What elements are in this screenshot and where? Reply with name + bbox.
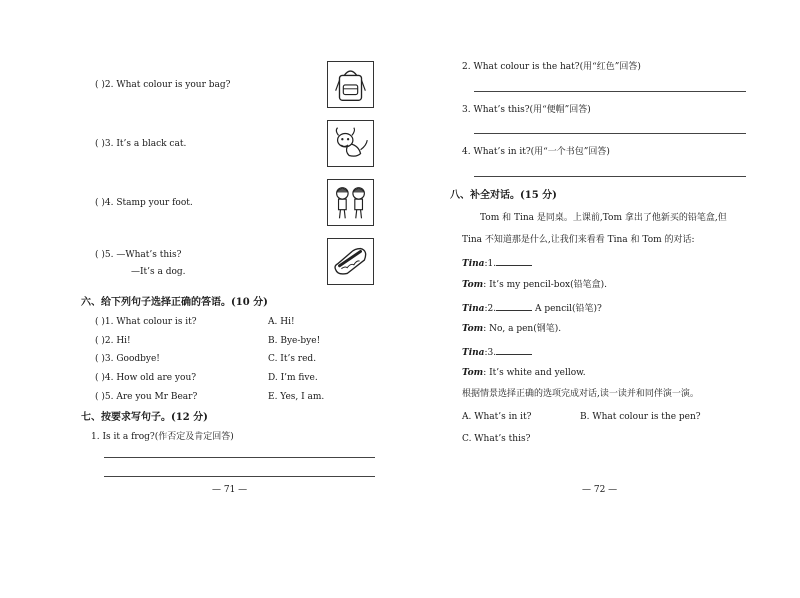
s6-question-2: ( )2. Hi! bbox=[95, 336, 131, 346]
children-picture bbox=[327, 179, 374, 226]
s6-answer-d: D. I’m five. bbox=[268, 373, 318, 383]
q5-item-4: ( )4. Stamp your foot. bbox=[95, 198, 193, 208]
s6-answer-e: E. Yes, I am. bbox=[268, 392, 325, 402]
schoolbag-picture bbox=[327, 61, 374, 108]
s6-question-3: ( )3. Goodbye! bbox=[95, 354, 160, 364]
blank-1[interactable] bbox=[496, 256, 532, 266]
page-number-71: — 71 — bbox=[212, 485, 248, 495]
answer-line[interactable] bbox=[104, 457, 375, 458]
speaker-tom: Tom bbox=[462, 368, 484, 378]
speaker-tom: Tom bbox=[462, 324, 484, 334]
q5-item-5-answer: —It’s a dog. bbox=[131, 267, 186, 277]
dialog-text: : It’s my pencil-box(铅笔盒). bbox=[483, 280, 607, 290]
option-b: B. What colour is the pen? bbox=[580, 412, 701, 422]
speaker-tina: Tina bbox=[462, 348, 485, 358]
s6-question-5: ( )5. Are you Mr Bear? bbox=[95, 392, 198, 402]
section-6-title: 六、给下列句子选择正确的答语。(10 分) bbox=[81, 297, 268, 308]
s7-question-4: 4. What’s in it?(用“一个书包”回答) bbox=[462, 147, 610, 157]
dialog-line-4 bbox=[462, 323, 561, 335]
page-number-72: — 72 — bbox=[582, 485, 618, 495]
dialog-text: :3. bbox=[484, 348, 497, 358]
s6-answer-a: A. Hi! bbox=[268, 317, 295, 327]
dialog-text: : It’s white and yellow. bbox=[483, 368, 586, 378]
dialog-line-1 bbox=[462, 256, 532, 270]
s7-question-1: 1. Is it a frog?(作否定及肯定回答) bbox=[91, 432, 234, 442]
dialog-text-after: A pencil(铅笔)? bbox=[532, 304, 602, 314]
answer-line[interactable] bbox=[104, 476, 375, 477]
dialog-line-2 bbox=[462, 279, 607, 291]
s7-question-2: 2. What colour is the hat?(用“红色”回答) bbox=[462, 62, 641, 72]
section-7-title: 七、按要求写句子。(12 分) bbox=[81, 412, 208, 423]
dialog-line-6 bbox=[462, 367, 586, 379]
s8-instruction: 根据情景选择正确的选项完成对话,读一读并和同伴演一演。 bbox=[462, 389, 699, 399]
dialog-text: :2. bbox=[484, 304, 497, 314]
dialog-text: :1. bbox=[484, 259, 497, 269]
q5-item-5: ( )5. —What’s this? bbox=[95, 250, 182, 260]
section-8-title: 八、补全对话。(15 分) bbox=[450, 190, 557, 201]
answer-line[interactable] bbox=[474, 133, 746, 134]
option-c: C. What’s this? bbox=[462, 434, 531, 444]
answer-line[interactable] bbox=[474, 176, 746, 177]
s7-question-3: 3. What’s this?(用“便帽”回答) bbox=[462, 105, 591, 115]
dialog-line-3 bbox=[462, 301, 602, 315]
speaker-tina: Tina bbox=[462, 259, 485, 269]
s6-answer-b: B. Bye-bye! bbox=[268, 336, 321, 346]
speaker-tina: Tina bbox=[462, 304, 485, 314]
dog-picture bbox=[327, 120, 374, 167]
s6-answer-c: C. It’s red. bbox=[268, 354, 317, 364]
option-a: A. What’s in it? bbox=[462, 412, 532, 422]
s6-question-4: ( )4. How old are you? bbox=[95, 373, 197, 383]
blank-3[interactable] bbox=[496, 345, 532, 355]
speaker-tom: Tom bbox=[462, 280, 484, 290]
s8-intro-line-2: Tina 不知道那是什么,让我们来看看 Tina 和 Tom 的对话: bbox=[462, 235, 695, 245]
answer-line[interactable] bbox=[474, 91, 746, 92]
hotdog-picture bbox=[327, 238, 374, 285]
s6-question-1: ( )1. What colour is it? bbox=[95, 317, 197, 327]
blank-2[interactable] bbox=[496, 301, 532, 311]
dialog-line-5 bbox=[462, 345, 532, 359]
q5-item-3: ( )3. It’s a black cat. bbox=[95, 139, 187, 149]
q5-item-2: ( )2. What colour is your bag? bbox=[95, 80, 231, 90]
dialog-text: : No, a pen(钢笔). bbox=[483, 324, 562, 334]
s8-intro-line-1: Tom 和 Tina 是同桌。上课前,Tom 拿出了他新买的铅笔盒,但 bbox=[480, 213, 727, 223]
